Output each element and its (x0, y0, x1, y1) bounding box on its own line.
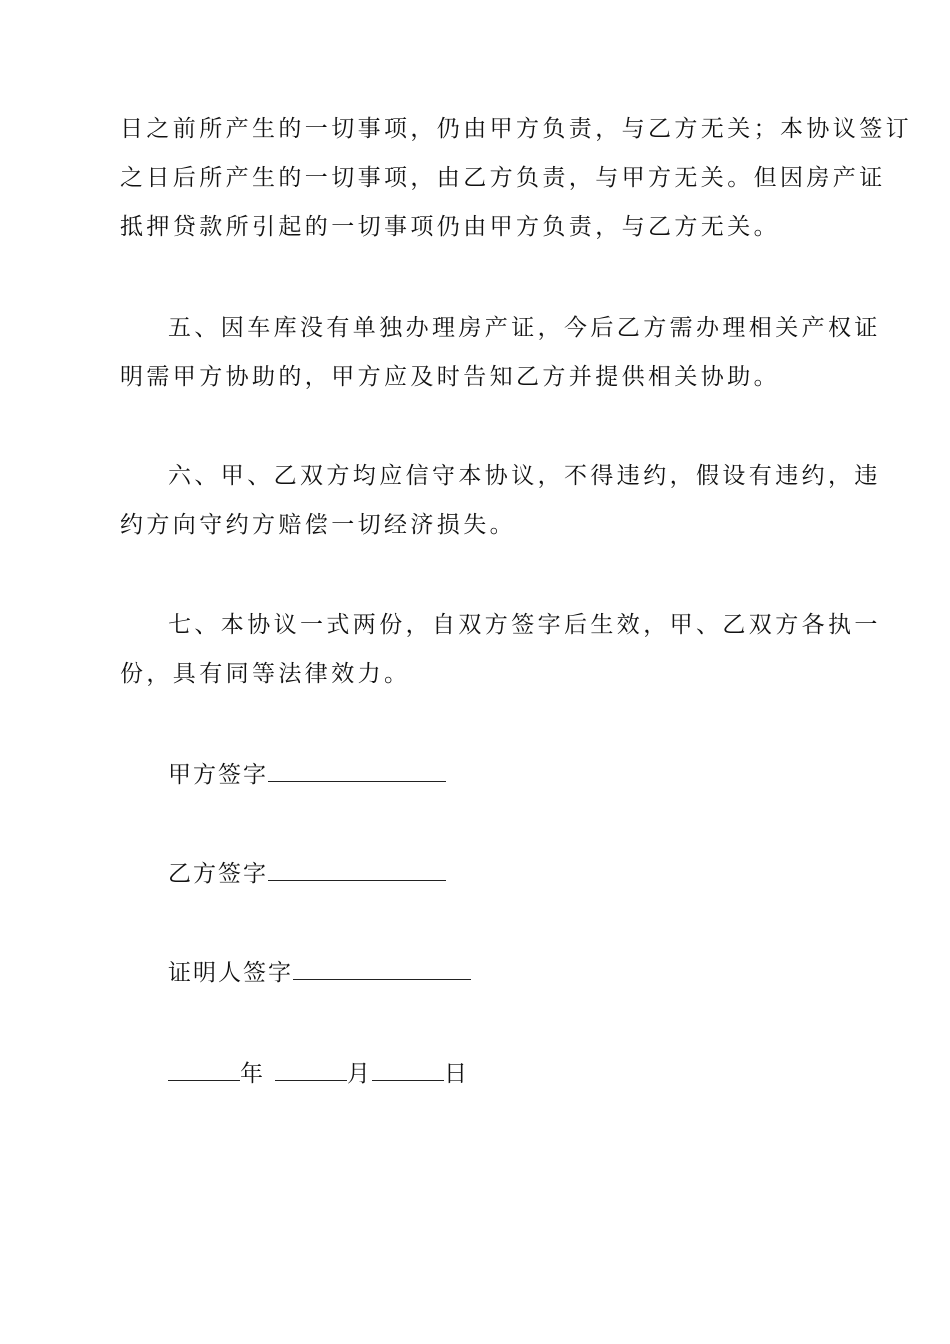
day-label: 日 (444, 1061, 469, 1087)
party-b-signature-label: 乙方签字 (168, 861, 268, 887)
year-label: 年 (240, 1061, 265, 1087)
paragraph-4-line-3: 抵押贷款所引起的一切事项仍由甲方负责，与乙方无关。 (120, 214, 780, 240)
month-label: 月 (347, 1061, 372, 1087)
month-blank[interactable] (275, 1058, 347, 1081)
party-a-signature (168, 759, 446, 790)
year-blank[interactable] (168, 1058, 240, 1081)
witness-signature (168, 957, 471, 988)
paragraph-5-line-1: 五、因车库没有单独办理房产证，今后乙方需办理相关产权证 (168, 315, 881, 341)
party-b-signature-blank[interactable] (268, 858, 446, 881)
date-line (168, 1058, 469, 1089)
paragraph-4-line-1: 日之前所产生的一切事项，仍由甲方负责，与乙方无关；本协议签订 (120, 116, 912, 142)
paragraph-7-line-1: 七、本协议一式两份，自双方签字后生效，甲、乙双方各执一 (168, 612, 881, 638)
witness-signature-blank[interactable] (293, 957, 471, 980)
paragraph-5-line-2: 明需甲方协助的，甲方应及时告知乙方并提供相关协助。 (120, 364, 780, 390)
paragraph-4-line-2: 之日后所产生的一切事项，由乙方负责，与甲方无关。但因房产证 (120, 165, 886, 191)
paragraph-7-line-2: 份，具有同等法律效力。 (120, 661, 411, 687)
paragraph-6-line-2: 约方向守约方赔偿一切经济损失。 (120, 512, 516, 538)
party-a-signature-label: 甲方签字 (168, 762, 268, 788)
day-blank[interactable] (372, 1058, 444, 1081)
party-a-signature-blank[interactable] (268, 759, 446, 782)
witness-signature-label: 证明人签字 (168, 960, 293, 986)
party-b-signature (168, 858, 446, 889)
paragraph-6-line-1: 六、甲、乙双方均应信守本协议，不得违约，假设有违约，违 (168, 463, 881, 489)
